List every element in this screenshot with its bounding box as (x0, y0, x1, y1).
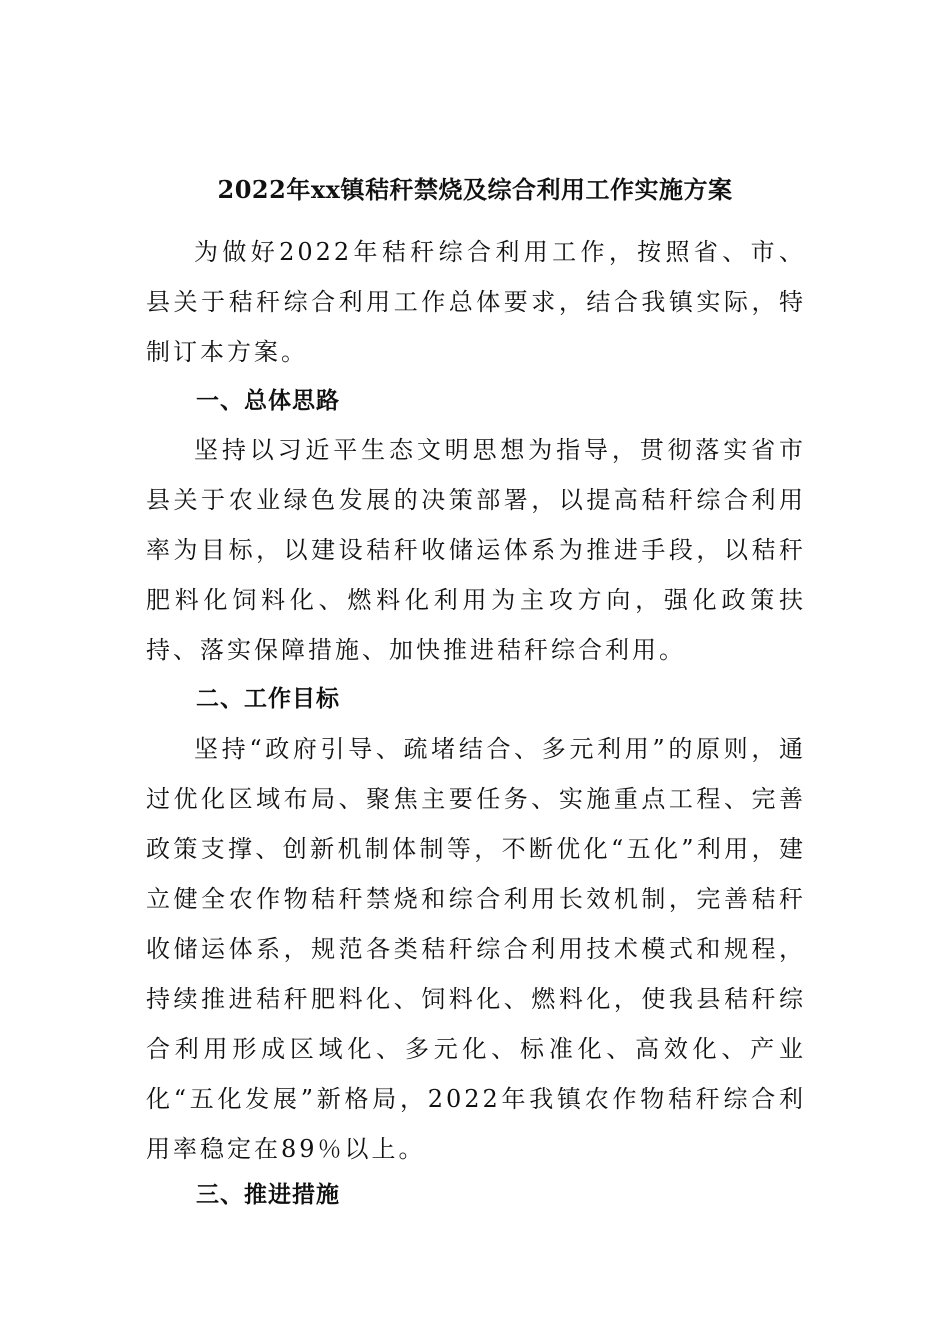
section-heading-overall-approach: 一、总体思路 (196, 388, 340, 414)
section-heading-work-goals: 二、工作目标 (196, 686, 340, 712)
intro-paragraph: 为做好2022年秸秆综合利用工作，按照省、市、县关于秸秆综合利用工作总体要求，结合我镇实际，特制订本方案。 (146, 238, 806, 366)
document-title: 2022年xx镇秸秆禁烧及综合利用工作实施方案 (217, 175, 733, 205)
section-heading-measures: 三、推进措施 (196, 1182, 340, 1208)
section-body-work-goals: 坚持“政府引导、疏堵结合、多元利用”的原则，通过优化区域布局、聚焦主要任务、实施重点工程、完善政策支撑、创新机制体制等，不断优化“五化”利用，建立健全农作物秸秆禁烧和综合利用长效机制，完善秸秆收储运体系，规范各类秸秆综合利用技术模式和规程，持续推进秸秆肥料化、饲料化、燃料化，使我县秸秆综合利用形成区域化、多元化、标准化、高效化、产业化“五化发展”新格局，2022年我镇农作物秸秆综合利用率稳定在89％以上。 (146, 735, 806, 1163)
section-body-overall-approach: 坚持以习近平生态文明思想为指导，贯彻落实省市县关于农业绿色发展的决策部署，以提高秸秆综合利用率为目标，以建设秸秆收储运体系为推进手段，以秸秆肥料化饲料化、燃料化利用为主攻方向，强化政策扶持、落实保障措施、加快推进秸秆综合利用。 (146, 436, 806, 664)
